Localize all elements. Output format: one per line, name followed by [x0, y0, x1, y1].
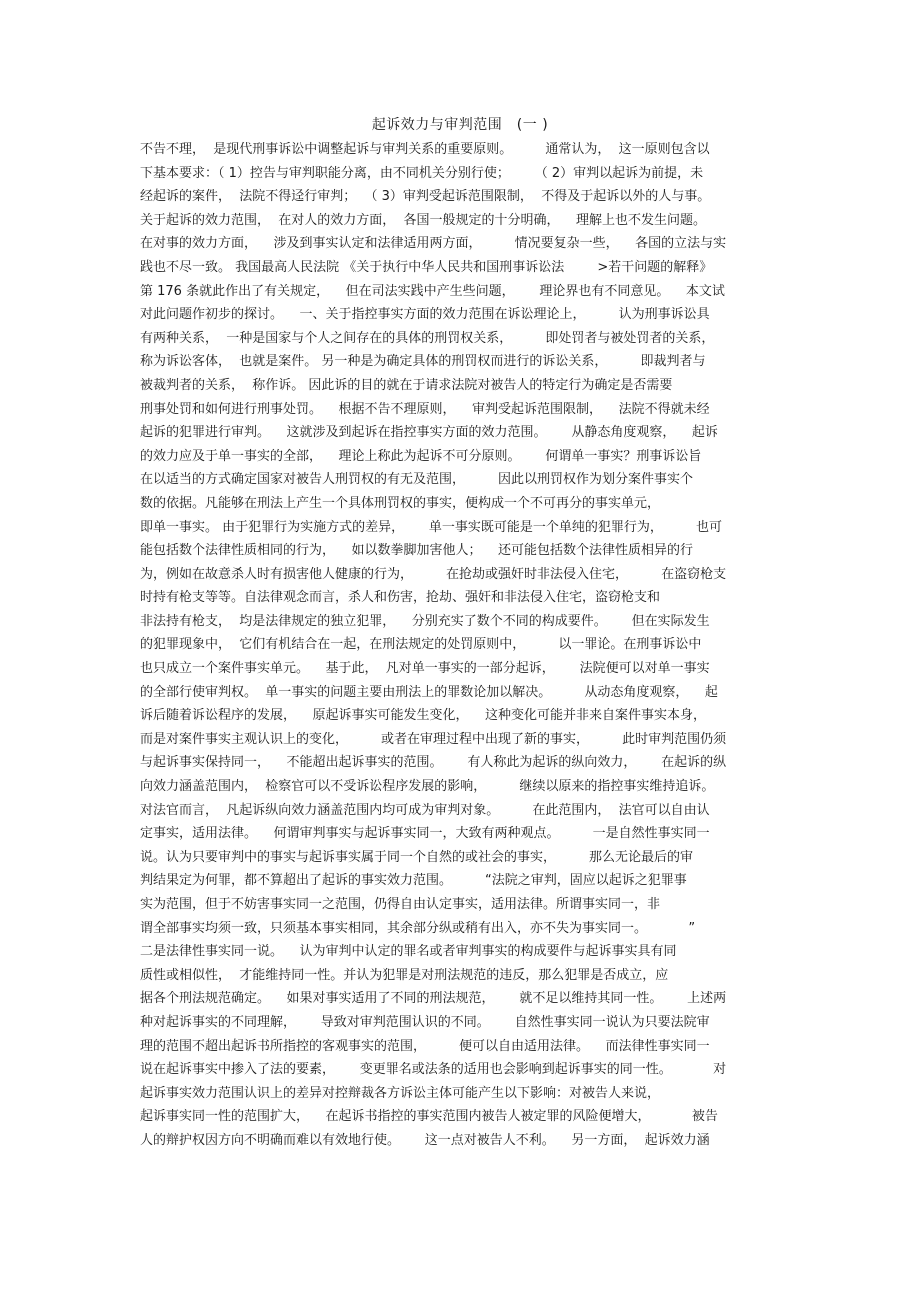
body-line: 对此问题作初步的探讨。 一、关于指控事实方面的效力范围在诉讼理论上， 认为刑事诉讼具: [140, 307, 710, 323]
body-line: 第 176 条就此作出了有关规定， 但在司法实践中产生些问题， 理论界也有不同意见。 本文试: [140, 283, 725, 299]
body-line: 即单一事实。 由于犯罪行为实施方式的差异， 单一事实既可能是一个单纯的犯罪行为， 也可: [140, 519, 722, 535]
body-line: 践也不尽一致。 我国最高人民法院 《关于执行中华人民共和国刑事诉讼法 >若干问题的解释》: [140, 259, 713, 275]
body-line: 向效力涵盖范围内， 检察官可以不受诉讼程序发展的影响， 继续以原来的指控事实维持追诉。: [140, 779, 715, 795]
body-line: 种对起诉事实的不同理解， 导致对审判范围认识的不同。 自然性事实同一说认为只要法院审: [140, 1014, 710, 1030]
body-line: 理的范围不超出起诉书所指控的客观事实的范围， 便可以自由适用法律。 而法律性事实同一: [140, 1038, 710, 1054]
body-line: 二是法律性事实同一说。 认为审判中认定的罪名或者审判事实的构成要件与起诉事实具有同: [140, 944, 677, 960]
body-line: 与起诉事实保持同一， 不能超出起诉事实的范围。 有人称此为起诉的纵向效力， 在起诉的纵: [140, 755, 727, 771]
body-line: 也只成立一个案件事实单元。 基于此， 凡对单一事实的一部分起诉， 法院便可以对单一事实: [140, 661, 710, 677]
body-line: 称为诉讼客体， 也就是案件。 另一种是为确定具体的刑罚权而进行的诉讼关系， 即裁判者与: [140, 354, 706, 370]
body-line: 说在起诉事实中掺入了法的要素， 变更罪名或法条的适用也会影响到起诉事实的同一性。 对: [140, 1062, 727, 1078]
body-line: 判结果定为何罪，都不算超出了起诉的事实效力范围。 “法院之审判，固应以起诉之犯罪事: [140, 873, 687, 889]
body-line: 定事实，适用法律。 何谓审判事实与起诉事实同一，大致有两种观点。 一是自然性事实同一: [140, 826, 710, 842]
body-line: 不告不理， 是现代刑事诉讼中调整起诉与审判关系的重要原则。 通常认为， 这一原则包含以: [140, 142, 710, 157]
body-line: 在对事的效力方面， 涉及到事实认定和法律适用两方面， 情况要复杂一些， 各国的立法与实: [140, 236, 727, 252]
body-line: 刑事处罚和如何进行刑事处罚。 根据不告不理原则， 审判受起诉范围限制， 法院不得就未经: [140, 401, 710, 417]
body-line: 被裁判者的关系， 称作诉。 因此诉的目的就在于请求法院对被告人的特定行为确定是否需要: [140, 377, 673, 393]
body-line: 下基本要求：（ 1）控告与审判职能分离，由不同机关分别行使； （ 2）审判以起诉为前提，未: [140, 165, 704, 181]
document-body: [140, 138, 788, 1153]
body-line: 能包括数个法律性质相同的行为， 如以数拳脚加害他人； 还可能包括数个法律性质相异的行: [140, 543, 694, 559]
body-line: 起诉事实同一性的范围扩大， 在起诉书指控的事实范围内被告人被定罪的风险便增大， 被告: [140, 1109, 718, 1125]
body-line: 经起诉的案件， 法院不得迳行审判； （ 3）审判受起诉范围限制， 不得及于起诉以外的人与事。: [140, 189, 711, 205]
body-line: 质性或相似性， 才能维持同一性。并认为犯罪是对刑法规范的违反，那么犯罪是否成立，应: [140, 967, 669, 983]
document-title: 起诉效力与审判范围 (一 ): [371, 117, 549, 133]
body-line: 谓全部事实均须一致，只须基本事实相同，其余部分纵或稍有出入，亦不失为事实同一。 ”: [140, 920, 696, 936]
body-line: 起诉事实效力范围认识上的差异对控辩裁各方诉讼主体可能产生以下影响：对被告人来说，: [140, 1085, 661, 1101]
body-line: 人的辩护权因方向不明确而难以有效地行使。 这一点对被告人不利。 另一方面， 起诉效力涵: [140, 1132, 710, 1148]
body-line: 数的依据。凡能够在刑法上产生一个具体刑罚权的事实，便构成一个不可再分的事实单元，: [140, 495, 661, 511]
body-line: 说。认为只要审判中的事实与起诉事实属于同一个自然的或社会的事实， 那么无论最后的审: [140, 849, 694, 865]
body-line: 的犯罪现象中， 它们有机结合在一起，在刑法规定的处罚原则中， 以一罪论。在刑事诉讼中: [140, 637, 702, 653]
body-line: 而是对案件事实主观认识上的变化， 或者在审理过程中出现了新的事实， 此时审判范围仍须: [140, 731, 727, 747]
body-line: 的全部行使审判权。 单一事实的问题主要由刑法上的罪数论加以解决。 从动态角度观察， 起: [140, 684, 718, 700]
body-line: 有两种关系， 一种是国家与个人之间存在的具体的刑罚权关系， 即处罚者与被处罚者的关系，: [140, 330, 715, 346]
body-line: 诉后随着诉讼程序的发展， 原起诉事实可能发生变化， 这种变化可能并非来自案件事实本身，: [140, 708, 707, 724]
body-line: 的效力应及于单一事实的全部， 理论上称此为起诉不可分原则。 何谓单一事实？刑事诉讼旨: [140, 448, 702, 464]
body-line: 在以适当的方式确定国家对被告人刑罚权的有无及范围， 因此以刑罚权作为划分案件事实个: [140, 472, 694, 488]
body-line: 为，例如在故意杀人时有损害他人健康的行为， 在抢劫或强奸时非法侵入住宅， 在盗窃枪支: [140, 566, 727, 582]
body-line: 时持有枪支等等。自法律观念而言，杀人和伤害，抢劫、强奸和非法侵入住宅，盗窃枪支和: [140, 590, 661, 606]
body-line: 对法官而言， 凡起诉纵向效力涵盖范围内均可成为审判对象。 在此范围内， 法官可以自由认: [140, 802, 710, 818]
body-line: 实为范围，但于不妨害事实同一之范围，仍得自由认定事实，适用法律。所谓事实同一，非: [140, 897, 661, 912]
body-line: 据各个刑法规范确定。 如果对事实适用了不同的刑法规范， 就不足以维持其同一性。 上述两: [140, 991, 727, 1007]
body-line: 关于起诉的效力范围， 在对人的效力方面， 各国一般规定的十分明确， 理解上也不发生问题。: [140, 212, 707, 228]
body-line: 起诉的犯罪进行审判。 这就涉及到起诉在指控事实方面的效力范围。 从静态角度观察， 起诉: [140, 425, 718, 441]
body-line: 非法持有枪支， 均是法律规定的独立犯罪， 分别充实了数个不同的构成要件。 但在实际发生: [140, 613, 710, 629]
